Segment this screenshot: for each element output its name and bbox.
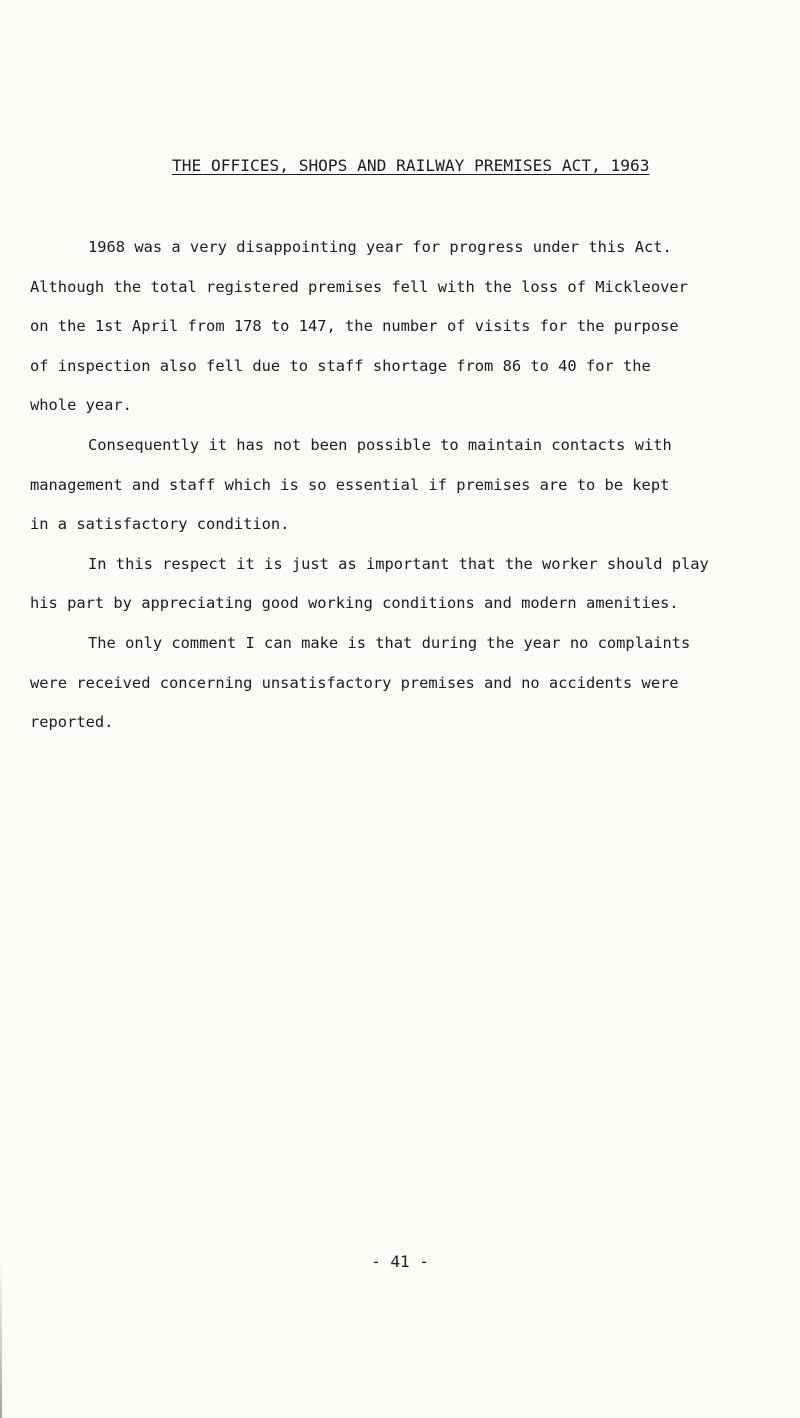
paragraph-1-line-1: 1968 was a very disappointing year for progress under this Act. — [88, 238, 672, 256]
paragraph-1-line-5: whole year. — [30, 396, 132, 415]
paragraph-1-line-4: of inspection also fell due to staff shortage from 86 to 40 for the — [30, 356, 651, 375]
paragraph-4-line-2: were received concerning unsatisfactory premises and no accidents were — [30, 673, 679, 692]
scan-edge-shadow — [0, 1260, 2, 1418]
paragraph-4-line-3: reported. — [30, 713, 114, 732]
page-number: - 41 - — [371, 1252, 429, 1271]
page-title: THE OFFICES, SHOPS AND RAILWAY PREMISES ACT, 1963 — [172, 156, 650, 175]
paragraph-2-line-3: in a satisfactory condition. — [30, 515, 290, 534]
paragraph-2-line-1: Consequently it has not been possible to maintain contacts with — [88, 435, 672, 454]
paragraph-1-line-3: on the 1st April from 178 to 147, the number of visits for the purpose — [30, 317, 679, 336]
body-text — [30, 228, 790, 743]
paragraph-3-line-2: his part by appreciating good working conditions and modern amenities. — [30, 594, 679, 613]
paragraph-3-line-1: In this respect it is just as important that the worker should play — [88, 554, 709, 573]
paragraph-2-line-2: management and staff which is so essential if premises are to be kept — [30, 475, 670, 494]
paragraph-1-line-2: Although the total registered premises fell with the loss of Mickleover — [30, 277, 688, 296]
paragraph-4-line-1: The only comment I can make is that during the year no complaints — [88, 633, 691, 652]
